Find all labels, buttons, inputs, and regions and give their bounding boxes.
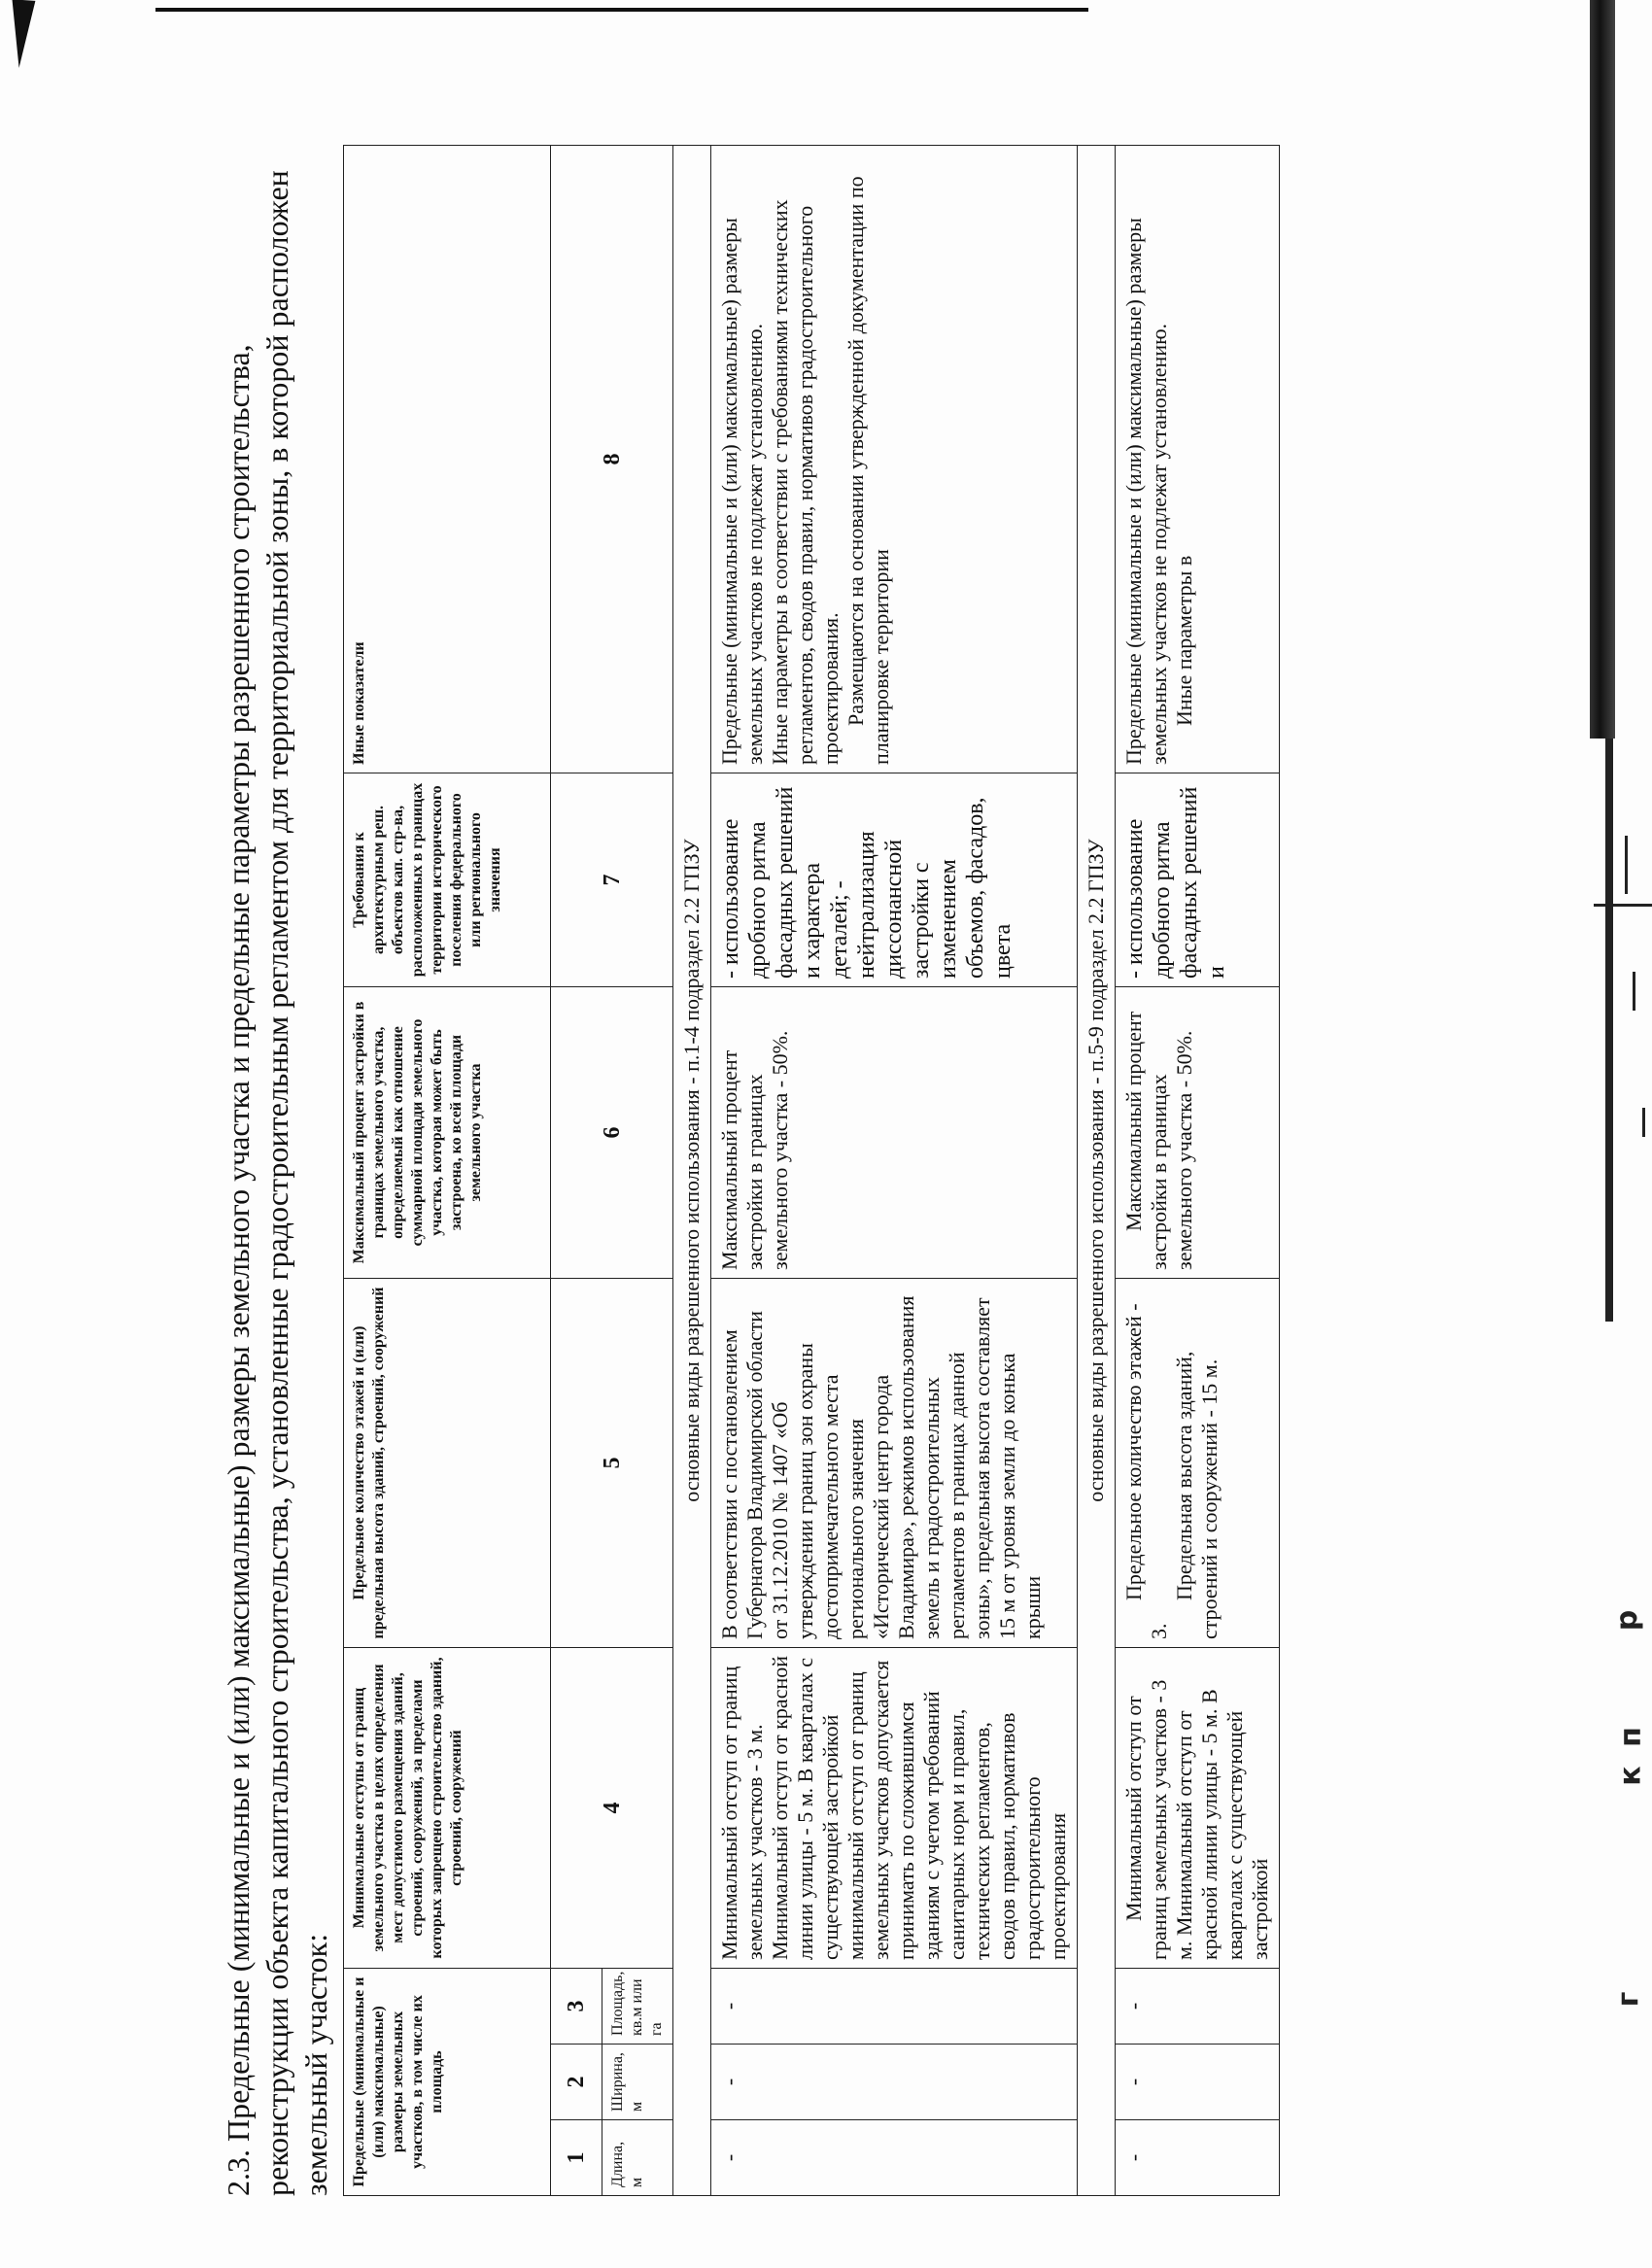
cell-area: - (1116, 1968, 1280, 2044)
section-title-row (673, 145, 711, 2195)
column-number: 8 (551, 145, 673, 773)
section-heading-text: Предельные (минимальные и (или) максимальные) размеры земельного участка и предельные параметры разрешенного строительства, реконструкции объекта капитального строительства, установленные градостроительным регламентом для территориальной зоны, в которой расположен земельный участок: (221, 170, 333, 2196)
scan-tick (1594, 904, 1652, 907)
section-heading (219, 146, 335, 2196)
column-number: 3 (551, 1968, 602, 2044)
header-land-plot-sizes: Предельные (минимальные и (или) максимальные) размеры земельных участков, в том числе их площадь (344, 1968, 551, 2195)
header-max-floors-height: Предельное количество этажей и (или) предельная высота зданий, строений, сооружений (344, 1278, 551, 1647)
cell-other-indicators (711, 145, 1078, 773)
cell-floors-height: В соответствии с постановлением Губернатора Владимирской области от 31.12.2010 № 1407 «Об утверждении границ зон охраны достопримечательного места регионального значения «Исторический центр города Владимира», режимов использования земель и градостроительных регламентов в границах данной зоны», предельная высота составляет 15 м от уровня земли до конька крыши (711, 1278, 1078, 1647)
other-indicators-line: Предельные (минимальные и (или) максимальные) размеры земельных участков не подлежат установлению. (1121, 218, 1171, 765)
table-row (711, 145, 1078, 2195)
header-min-setbacks: Минимальные отступы от границ земельного участка в целях определения мест допустимого размещения зданий, строений, сооружений, за пределами которых запрещено строительство зданий, строений, сооружений (344, 1647, 551, 1968)
column-number: 4 (551, 1647, 673, 1968)
table-header-row (344, 145, 551, 2195)
section-title-row (1078, 145, 1116, 2195)
cell-architecture: - использование дробного ритма фасадных решений и характера деталей; - нейтрализация диссонансной застройки с изменением объемов, фасадов, цвета (711, 773, 1078, 986)
table-row (1116, 145, 1280, 2195)
section-title: основные виды разрешенного использования - п.1-4 подраздел 2.2 ГПЗУ (673, 145, 711, 2195)
parameters-table (343, 145, 1280, 2196)
cell-setbacks: Минимальный отступ от границ земельных участков - 3 м. Минимальный отступ от красной линии улицы - 5 м. В кварталах с существующей застройкой (1116, 1647, 1280, 1968)
header-architecture-requirements: Требования к архитектурным реш. объектов кап. стр-ва, расположенных в границах территории исторического поселения федерального или регионального значения (344, 773, 551, 986)
cell-build-percent: Максимальный процент застройки в границах земельного участка - 50%. (1116, 986, 1280, 1278)
floors-line: Предельное количество этажей - 3. (1121, 1303, 1171, 1639)
rotated-content (219, 117, 1501, 2196)
subheader-area: Площадь, кв.м или га (602, 1968, 673, 2044)
margin-glyph: к (1613, 1766, 1648, 1786)
scan-right-edge-shadow (1590, 0, 1615, 739)
subheader-width: Ширина, м (602, 2045, 673, 2120)
other-indicators-line: Иные параметры в соответствии с требованиями технических регламентов, сводов правил, нормативов градостроительного проектирования. (768, 199, 843, 765)
scan-right-edge-line (1605, 739, 1613, 1322)
scan-corner-mark (8, 0, 36, 69)
scan-tick (1625, 836, 1628, 894)
margin-glyph: г (1611, 1991, 1646, 2008)
scan-tick (1633, 972, 1635, 1011)
cell-floors-height (1116, 1278, 1280, 1647)
subheader-length: Длина, м (602, 2120, 673, 2196)
scan-tick (1642, 1108, 1645, 1137)
other-indicators-line: Размещаются на основании утвержденной документации по планировке территории (843, 176, 893, 765)
table-number-row (551, 145, 602, 2195)
column-number: 1 (551, 2120, 602, 2196)
column-number: 6 (551, 986, 673, 1278)
column-number: 7 (551, 773, 673, 986)
margin-glyph: р (1610, 1609, 1645, 1632)
cell-setbacks: Минимальный отступ от границ земельных участков - 3 м. Минимальный отступ от красной линии улицы - 5 м. В кварталах с существующей застройкой минимальный отступ от границ земельных участков допускается принимать по сложившимся зданиям с учетом требований санитарных норм и правил, технических регламентов, сводов правил, нормативов градостроительного проектирования (711, 1647, 1078, 1968)
section-number: 2.3. (221, 2149, 256, 2196)
cell-area: - (711, 1968, 1078, 2044)
section-title: основные виды разрешенного использования - п.5-9 подраздел 2.2 ГПЗУ (1078, 145, 1116, 2195)
scan-top-edge-line (155, 8, 1088, 12)
column-number: 5 (551, 1278, 673, 1647)
other-indicators-line: Иные параметры в (1172, 555, 1196, 726)
header-other-indicators: Иные показатели (344, 145, 551, 773)
cell-architecture: - использование дробного ритма фасадных решений и (1116, 773, 1280, 986)
cell-width: - (711, 2045, 1078, 2120)
other-indicators-line: Предельные (минимальные и (или) максимальные) размеры земельных участков не подлежат установлению. (717, 218, 767, 765)
cell-width: - (1116, 2045, 1280, 2120)
margin-glyph: п (1613, 1727, 1648, 1747)
cell-length: - (1116, 2120, 1280, 2196)
cell-other-indicators (1116, 145, 1280, 773)
height-line: Предельная высота зданий, строений и сооружений - 15 м. (1172, 1351, 1222, 1639)
column-number: 2 (551, 2045, 602, 2120)
cell-length: - (711, 2120, 1078, 2196)
header-max-build-percent: Максимальный процент застройки в границах земельного участка, определяемый как отношение суммарной площади земельного участка, которая может быть застроена, ко всей площади земельного участка (344, 986, 551, 1278)
cell-build-percent: Максимальный процент застройки в границах земельного участка - 50%. (711, 986, 1078, 1278)
